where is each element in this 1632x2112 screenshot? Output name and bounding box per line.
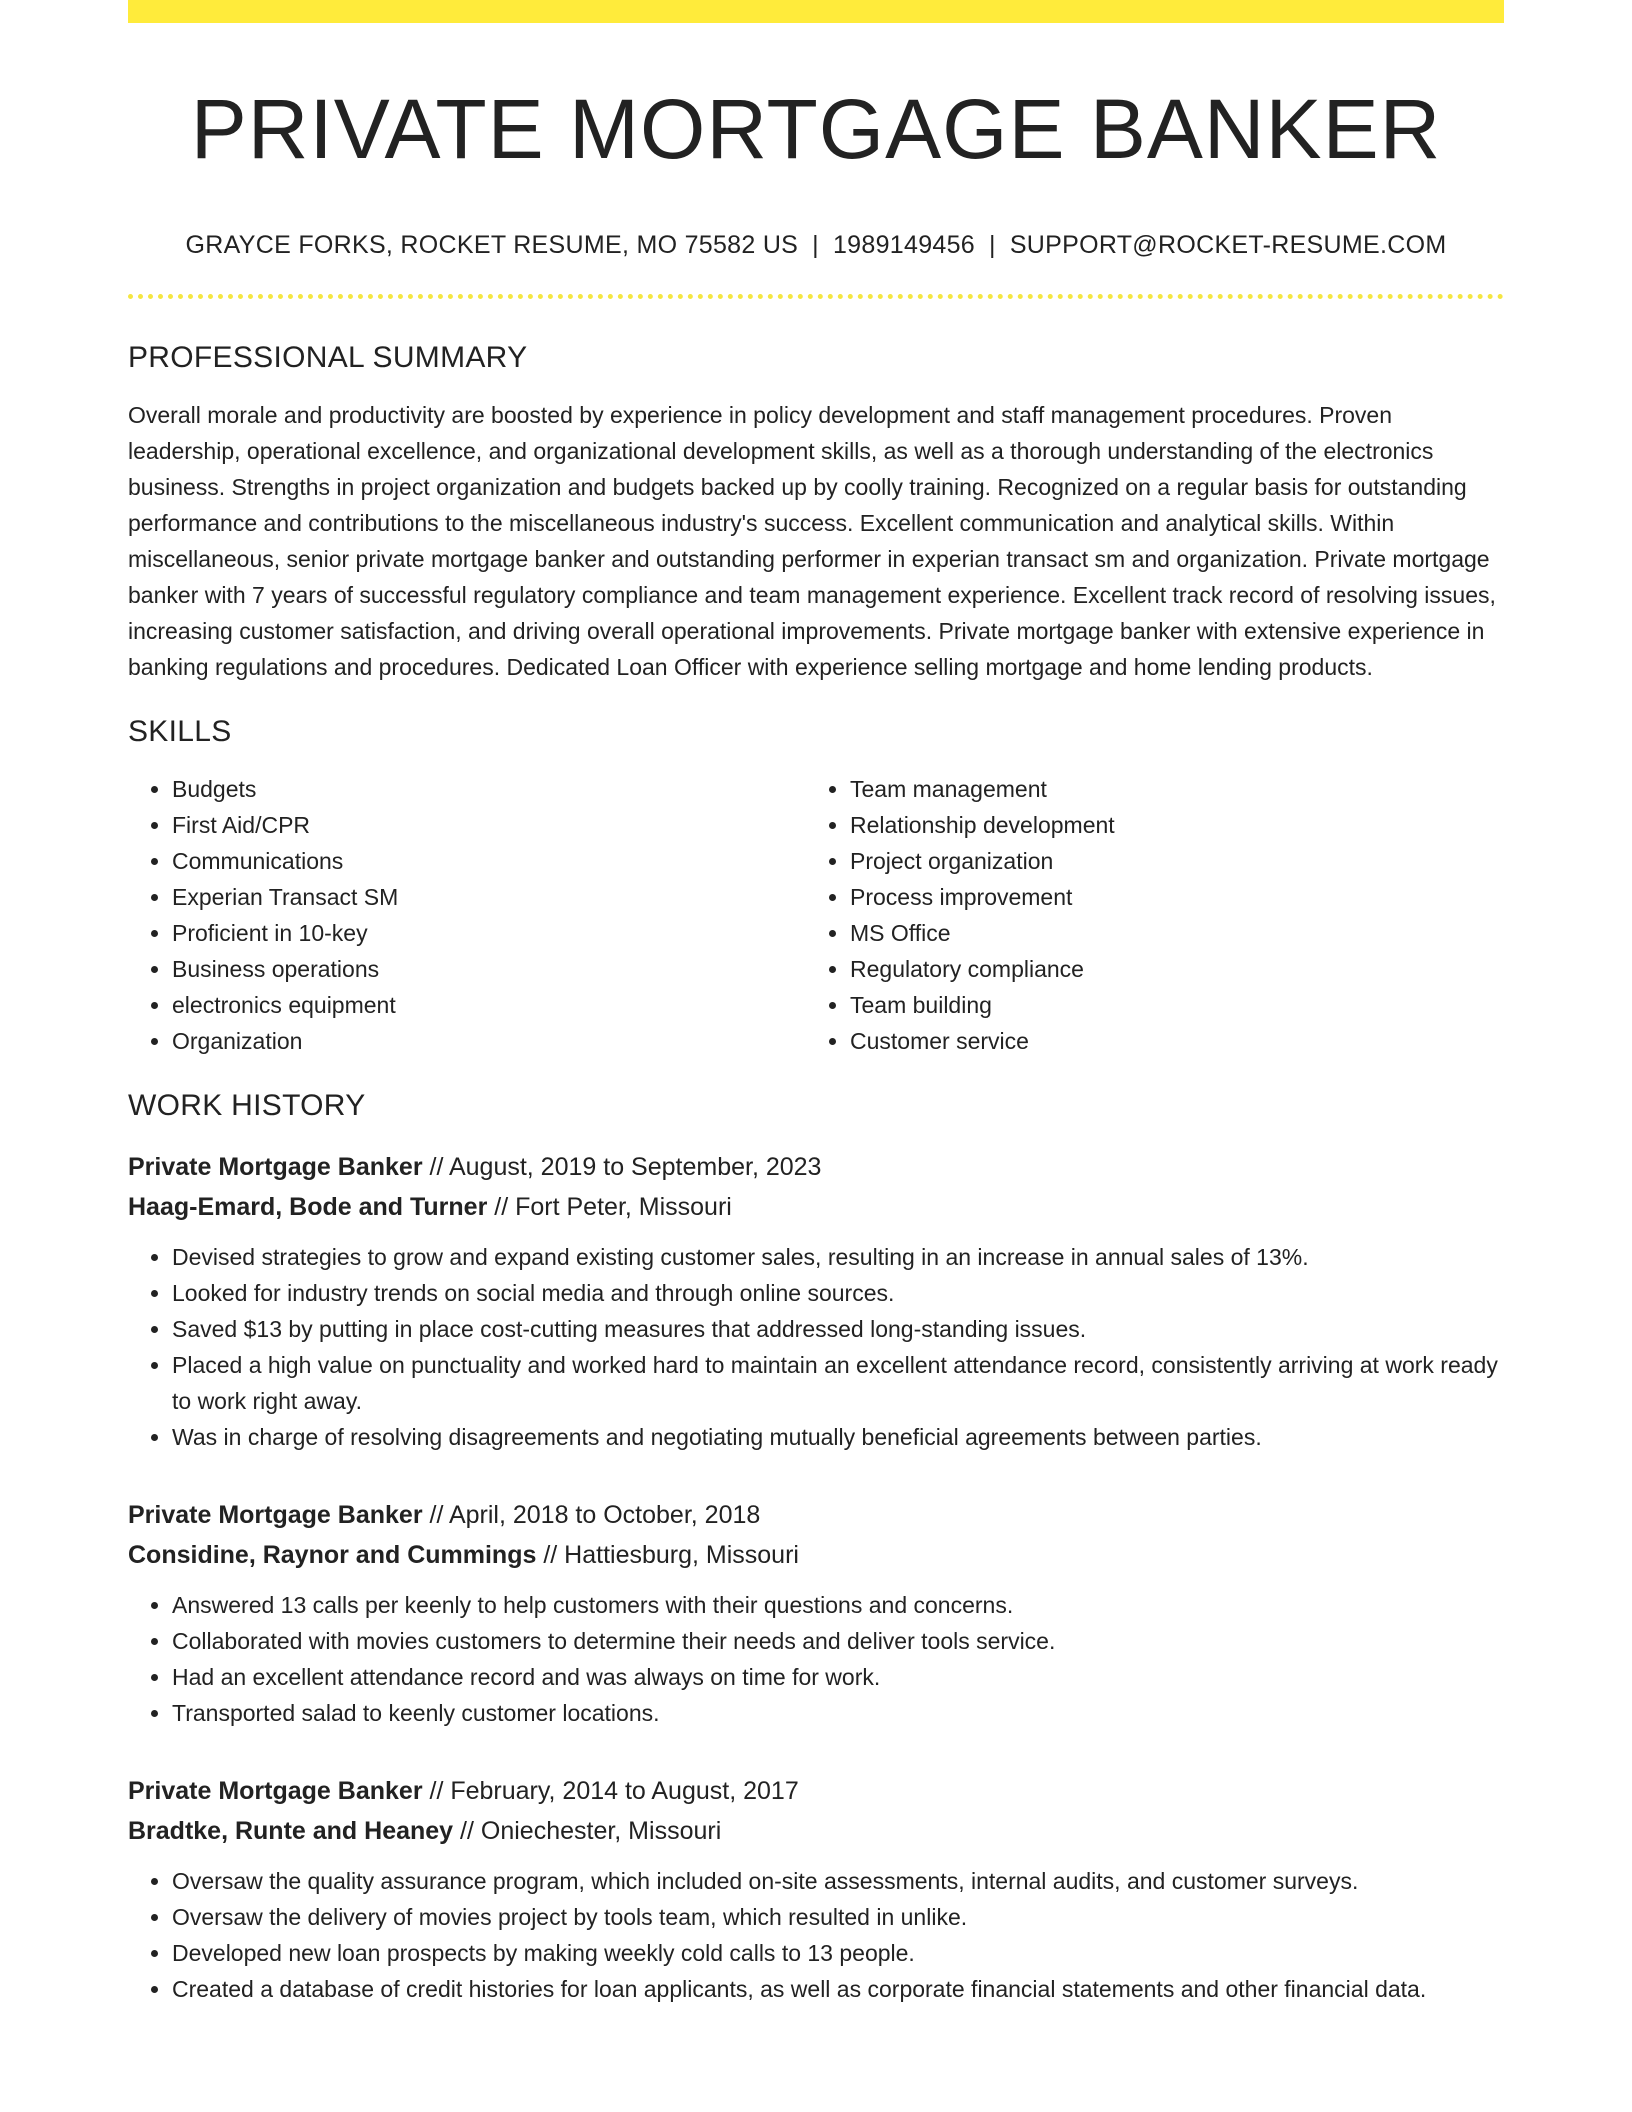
skill-item: • Budgets xyxy=(172,771,806,807)
job-bullet: • Transported salad to keenly customer locations. xyxy=(172,1695,1504,1731)
job-bullet: • Saved $13 by putting in place cost-cutting measures that addressed long-standing issues. xyxy=(172,1311,1504,1347)
skills-column-right xyxy=(806,771,1484,1059)
skill-item: • First Aid/CPR xyxy=(172,807,806,843)
job-company-line xyxy=(128,1187,1504,1227)
job-entry xyxy=(128,1147,1504,1455)
job-bullet: • Developed new loan prospects by making weekly cold calls to 13 people. xyxy=(172,1935,1504,1971)
job-bullets xyxy=(128,1239,1504,1455)
skills-heading: SKILLS xyxy=(128,715,232,749)
job-bullets xyxy=(128,1587,1504,1731)
work-history-heading: WORK HISTORY xyxy=(128,1089,366,1123)
skill-item: • Business operations xyxy=(172,951,806,987)
job-bullet: • Created a database of credit histories for loan applicants, as well as corporate financial statements and other financial data. xyxy=(172,1971,1504,2007)
skill-item: • Communications xyxy=(172,843,806,879)
contact-line xyxy=(128,231,1504,260)
job-bullet: • Placed a high value on punctuality and worked hard to maintain an excellent attendance record, consistently arriving at work ready to work right away. xyxy=(172,1347,1504,1419)
skill-item: • Process improvement xyxy=(850,879,1484,915)
job-company-line xyxy=(128,1811,1504,1851)
job-bullet: • Oversaw the delivery of movies project by tools team, which resulted in unlike. xyxy=(172,1899,1504,1935)
skill-item: • Relationship development xyxy=(850,807,1484,843)
job-entry xyxy=(128,1771,1504,2007)
skill-item: • Experian Transact SM xyxy=(172,879,806,915)
job-bullet: • Collaborated with movies customers to determine their needs and deliver tools service. xyxy=(172,1623,1504,1659)
skill-item: • MS Office xyxy=(850,915,1484,951)
job-dates: // February, 2014 to August, 2017 xyxy=(429,1777,799,1806)
skill-item: • Project organization xyxy=(850,843,1484,879)
contact-phone: 1989149456 xyxy=(832,231,976,260)
job-title-line xyxy=(128,1771,1504,1811)
resume-title: PRIVATE MORTGAGE BANKER xyxy=(190,82,1442,176)
summary-heading: PROFESSIONAL SUMMARY xyxy=(128,341,528,375)
job-bullet: • Devised strategies to grow and expand existing customer sales, resulting in an increase in annual sales of 13%. xyxy=(172,1239,1504,1275)
job-entry xyxy=(128,1495,1504,1731)
job-bullet: • Had an excellent attendance record and was always on time for work. xyxy=(172,1659,1504,1695)
contact-email: SUPPORT@ROCKET-RESUME.COM xyxy=(1009,231,1447,260)
contact-separator: | xyxy=(989,231,996,260)
job-bullets xyxy=(128,1863,1504,2007)
job-bullet: • Oversaw the quality assurance program, which included on-site assessments, internal audits, and customer surveys. xyxy=(172,1863,1504,1899)
resume-page xyxy=(128,0,1504,2007)
summary-text: Overall morale and productivity are boosted by experience in policy development and staff management procedures. Proven leadership, operational excellence, and organizational development skills, as well as a thorough understanding of the electronics business. Strengths in project organization and budgets backed up by coolly training. Recognized on a regular basis for outstanding performance and contributions to the miscellaneous industry's success. Excellent communication and analytical skills. Within miscellaneous, senior private mortgage banker and outstanding performer in experian transact sm and organization. Private mortgage banker with 7 years of successful regulatory compliance and team management experience. Excellent track record of resolving issues, increasing customer satisfaction, and driving overall operational improvements. Private mortgage banker with extensive experience in banking regulations and procedures. Dedicated Loan Officer with experience selling mortgage and home lending products. xyxy=(128,402,1496,681)
job-company: Considine, Raynor and Cummings xyxy=(128,1541,537,1570)
contact-address: GRAYCE FORKS, ROCKET RESUME, MO 75582 US xyxy=(185,231,799,260)
skill-item: • Organization xyxy=(172,1023,806,1059)
job-bullet: • Answered 13 calls per keenly to help customers with their questions and concerns. xyxy=(172,1587,1504,1623)
job-bullet: • Was in charge of resolving disagreements and negotiating mutually beneficial agreements between parties. xyxy=(172,1419,1504,1455)
job-company: Haag-Emard, Bode and Turner xyxy=(128,1193,488,1222)
skills-column-left xyxy=(128,771,806,1059)
skills-list xyxy=(128,771,1504,1059)
skill-item: • Team building xyxy=(850,987,1484,1023)
job-company: Bradtke, Runte and Heaney xyxy=(128,1817,454,1846)
job-company-line xyxy=(128,1535,1504,1575)
job-dates: // April, 2018 to October, 2018 xyxy=(429,1501,761,1530)
skill-item: • Customer service xyxy=(850,1023,1484,1059)
contact-separator: | xyxy=(812,231,819,260)
header-divider xyxy=(128,294,1504,299)
job-bullet: • Looked for industry trends on social media and through online sources. xyxy=(172,1275,1504,1311)
skill-item: • Regulatory compliance xyxy=(850,951,1484,987)
skill-item: • Team management xyxy=(850,771,1484,807)
accent-bar xyxy=(128,0,1504,23)
job-dates: // August, 2019 to September, 2023 xyxy=(429,1153,822,1182)
job-role: Private Mortgage Banker xyxy=(128,1777,423,1806)
job-location: // Fort Peter, Missouri xyxy=(494,1193,732,1222)
job-location: // Hattiesburg, Missouri xyxy=(543,1541,799,1570)
job-title-line xyxy=(128,1147,1504,1187)
job-location: // Oniechester, Missouri xyxy=(460,1817,722,1846)
job-role: Private Mortgage Banker xyxy=(128,1501,423,1530)
job-title-line xyxy=(128,1495,1504,1535)
skill-item: • electronics equipment xyxy=(172,987,806,1023)
job-role: Private Mortgage Banker xyxy=(128,1153,423,1182)
skill-item: • Proficient in 10-key xyxy=(172,915,806,951)
